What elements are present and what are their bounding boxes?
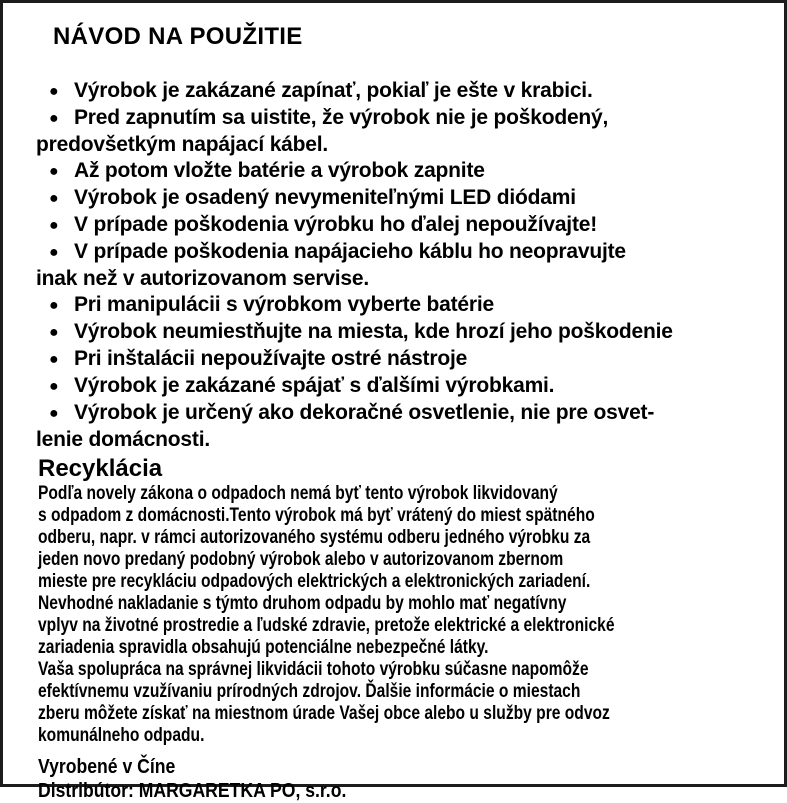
- instruction-text-continuation: inak než v autorizovanom servise.: [36, 267, 370, 290]
- bullet-icon: ●: [49, 110, 59, 127]
- recycling-line: vplyv na životné prostredie a ľudské zdravie, pretože elektrické a elektronické: [38, 614, 615, 636]
- instruction-text: Výrobok je osadený nevymeniteľnými LED diódami: [74, 186, 576, 209]
- instruction-text: Výrobok je určený ako dekoračné osvetlenie, nie pre osvet-: [74, 401, 655, 424]
- recycling-line: jeden novo predaný podobný výrobok alebo v autorizovanom zbernom: [38, 548, 564, 570]
- bullet-icon: ●: [49, 378, 59, 395]
- instruction-item: [36, 185, 774, 212]
- instruction-item: [36, 212, 774, 239]
- instruction-item: [36, 346, 774, 373]
- recycling-line: zberu môžete získať na miestnom úrade Vašej obce alebo u služby pre odvoz: [38, 702, 610, 724]
- bullet-icon: ●: [49, 297, 59, 314]
- instruction-text: Výrobok je zakázané zapínať, pokiaľ je ešte v krabici.: [74, 79, 593, 102]
- instruction-item: [36, 105, 774, 132]
- recycling-line: Podľa novely zákona o odpadoch nemá byť tento výrobok likvidovaný: [38, 482, 558, 504]
- instruction-item: [36, 319, 774, 346]
- instruction-item: [36, 158, 774, 185]
- recycling-line: komunálneho odpadu.: [38, 724, 205, 746]
- recycling-line: Nevhodné nakladanie s týmto druhom odpadu by mohlo mať negatívny: [38, 592, 567, 614]
- instruction-list: [36, 78, 774, 453]
- made-in-line: Vyrobené v Číne: [38, 756, 176, 778]
- instruction-item: [36, 373, 774, 400]
- page-title: NÁVOD NA POUŽITIE: [53, 23, 303, 50]
- recycling-heading: Recyklácia: [38, 455, 163, 482]
- recycling-line: Vaša spolupráca na správnej likvidácii tohoto výrobku súčasne napomôže: [38, 658, 589, 680]
- leaflet-content: [3, 3, 784, 803]
- instruction-text: Pri inštalácii nepoužívajte ostré nástroje: [74, 347, 468, 370]
- instruction-item: [36, 239, 774, 266]
- instruction-item: [36, 292, 774, 319]
- bullet-icon: ●: [49, 324, 59, 341]
- instruction-text: V prípade poškodenia výrobku ho ďalej nepoužívajte!: [74, 213, 598, 236]
- instruction-text: Pri manipulácii s výrobkom vyberte batérie: [74, 293, 494, 316]
- recycling-line: efektívnemu vzužívaniu prírodných zdrojov. Ďalšie informácie o miestach: [38, 680, 581, 702]
- footer: [38, 755, 787, 803]
- instruction-text-continuation: lenie domácnosti.: [36, 428, 210, 451]
- instruction-text: Pred zapnutím sa uistite, že výrobok nie je poškodený,: [74, 106, 609, 129]
- instruction-text: Výrobok je zakázané spájať s ďalšími výrobkami.: [74, 374, 555, 397]
- recycling-line: odberu, napr. v rámci autorizovaného systému odberu jedného výrobku za: [38, 526, 591, 548]
- instruction-text: Až potom vložte batérie a výrobok zapnite: [74, 159, 485, 182]
- bullet-icon: ●: [49, 163, 59, 180]
- bullet-icon: ●: [49, 351, 59, 368]
- recycling-paragraph: [38, 482, 787, 746]
- bullet-icon: ●: [49, 405, 59, 422]
- recycling-line: mieste pre recykláciu odpadových elektrických a elektronických zariadení.: [38, 570, 591, 592]
- bullet-icon: ●: [49, 190, 59, 207]
- recycling-line: s odpadom z domácnosti.Tento výrobok má byť vrátený do miest spätného: [38, 504, 595, 526]
- bullet-icon: ●: [49, 217, 59, 234]
- bullet-icon: ●: [49, 244, 59, 261]
- distributor-line: Distribútor: MARGARETKA PO, s.r.o.: [38, 780, 347, 802]
- recycling-line: zariadenia spravidla obsahujú potenciálne nebezpečné látky.: [38, 636, 489, 658]
- instruction-text: V prípade poškodenia napájacieho káblu ho neopravujte: [74, 240, 626, 263]
- instruction-text: Výrobok neumiestňujte na miesta, kde hrozí jeho poškodenie: [74, 320, 673, 343]
- instruction-item: [36, 400, 774, 427]
- instruction-text-continuation: predovšetkým napájací kábel.: [36, 133, 329, 156]
- bullet-icon: ●: [49, 83, 59, 100]
- instruction-item: [36, 78, 774, 105]
